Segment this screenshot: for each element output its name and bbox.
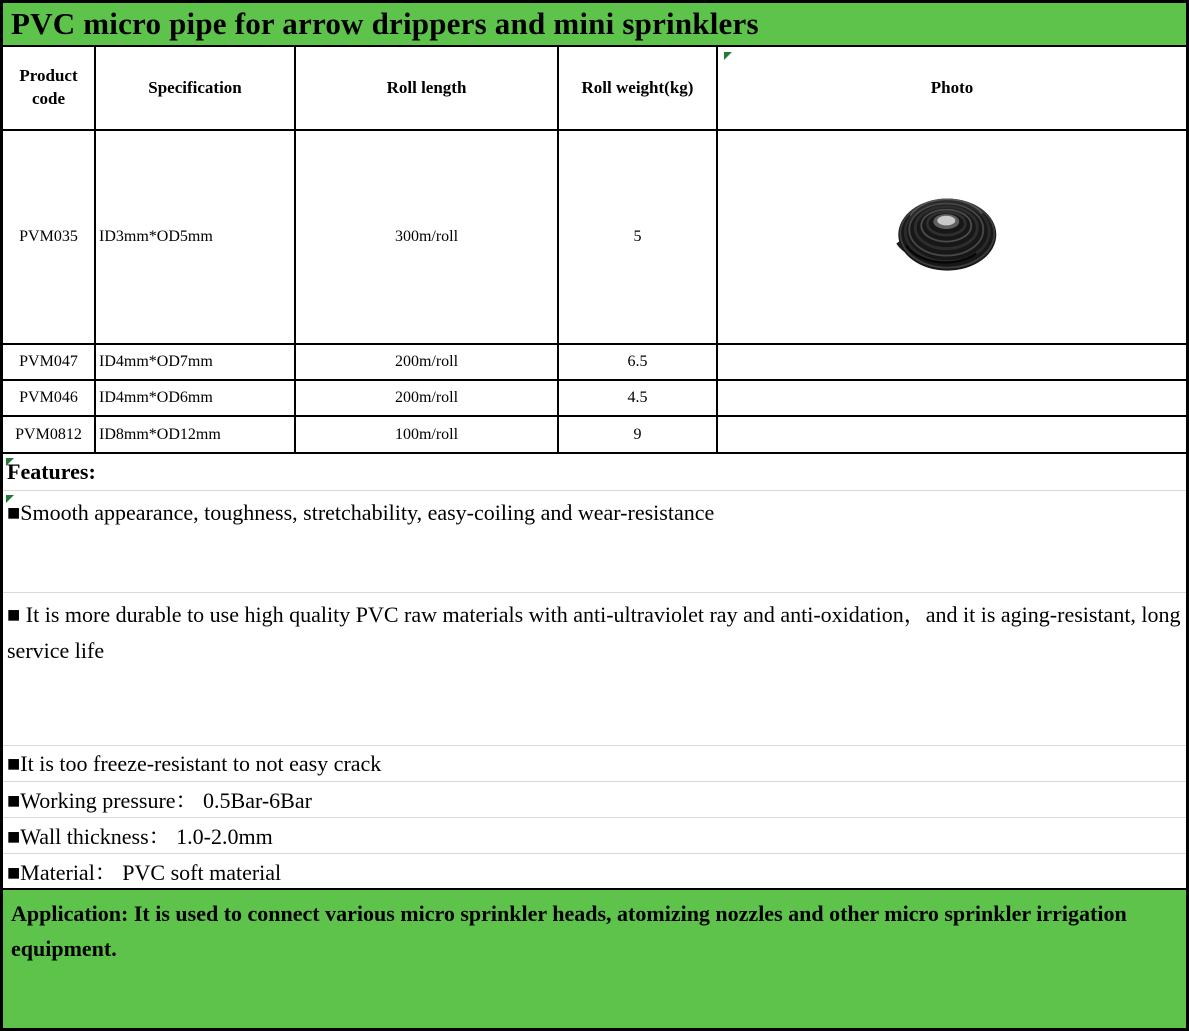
cell-specification: ID4mm*OD6mm: [96, 381, 296, 415]
page-title: PVC micro pipe for arrow drippers and mini sprinklers: [11, 6, 759, 41]
cell-roll-weight: 4.5: [559, 381, 718, 415]
title-bar: [3, 3, 1186, 47]
table-row: [3, 131, 1186, 345]
cell-roll-length: 200m/roll: [296, 345, 559, 379]
cell-product-code: PVM047: [3, 345, 96, 379]
cell-specification: ID8mm*OD12mm: [96, 417, 296, 452]
feature-item: ■Working pressure： 0.5Bar-6Bar: [3, 782, 1186, 818]
cell-product-code: PVM046: [3, 381, 96, 415]
features-heading: Features:: [3, 454, 1186, 491]
cell-roll-length: 300m/roll: [296, 131, 559, 343]
cell-product-code: PVM0812: [3, 417, 96, 452]
feature-item: ■ It is more durable to use high quality PVC raw materials with anti-ultraviolet ray and anti-oxidation，and it is aging-resistant, long service life: [3, 593, 1186, 746]
cell-roll-length: 100m/roll: [296, 417, 559, 452]
excel-corner-marker: [6, 458, 14, 466]
table-row: [3, 345, 1186, 381]
header-specification: Specification: [96, 47, 296, 129]
table-row: [3, 381, 1186, 417]
header-roll-length: Roll length: [296, 47, 559, 129]
header-product-code: Product code: [3, 47, 96, 129]
header-photo: Photo: [930, 77, 974, 97]
cell-roll-length: 200m/roll: [296, 381, 559, 415]
table-header-row: [3, 47, 1186, 131]
table-row: [3, 417, 1186, 454]
header-roll-weight: Roll weight(kg): [559, 47, 718, 129]
pipe-coil-photo-icon: [888, 188, 1006, 283]
feature-item: ■Material： PVC soft material: [7, 859, 282, 885]
cell-roll-weight: 6.5: [559, 345, 718, 379]
cell-photo: [718, 345, 1186, 379]
feature-item: ■It is too freeze-resistant to not easy crack: [3, 746, 1186, 782]
cell-roll-weight: 9: [559, 417, 718, 452]
cell-specification: ID3mm*OD5mm: [96, 131, 296, 343]
cell-specification: ID4mm*OD7mm: [96, 345, 296, 379]
feature-item: ■Wall thickness： 1.0-2.0mm: [3, 818, 1186, 854]
cell-product-code: PVM035: [3, 131, 96, 343]
application-note: Application: It is used to connect various micro sprinkler heads, atomizing nozzles and other micro sprinkler irrigation equipment.: [3, 888, 1186, 1028]
cell-photo: [718, 381, 1186, 415]
excel-corner-marker: [6, 495, 14, 503]
feature-item: ■Smooth appearance, toughness, stretchability, easy-coiling and wear-resistance: [3, 491, 1186, 593]
cell-photo: [718, 131, 1186, 343]
cell-photo: [718, 417, 1186, 452]
cell-roll-weight: 5: [559, 131, 718, 343]
excel-corner-marker: [724, 52, 732, 60]
